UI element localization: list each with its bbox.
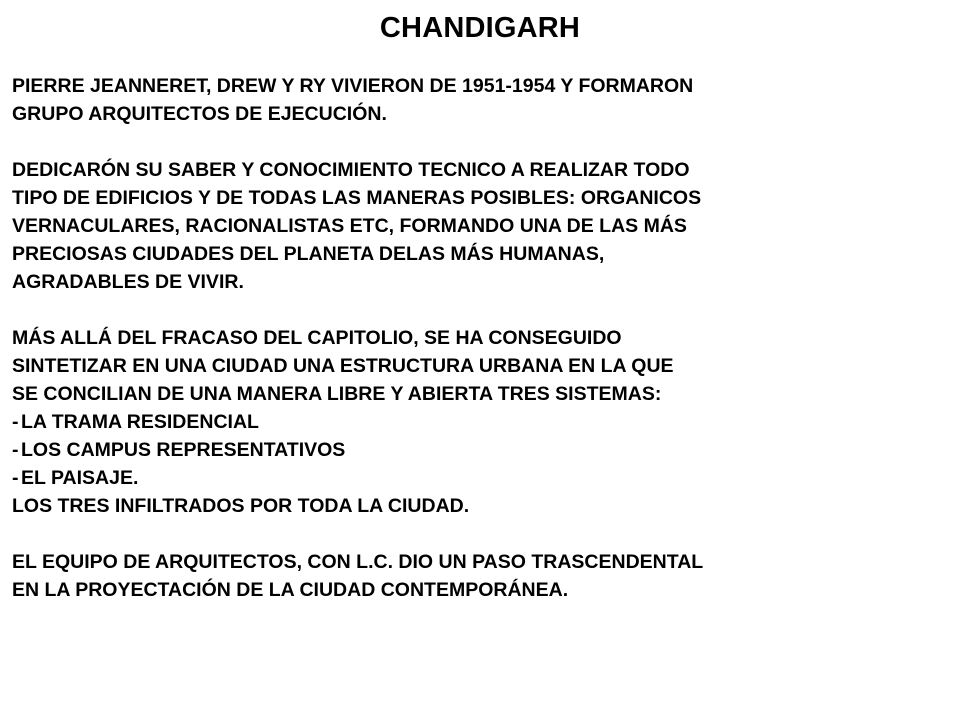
bullet-item [12,408,960,436]
slide-body [12,72,960,604]
bullet-text: LOS CAMPUS REPRESENTATIVOS [21,439,346,461]
paragraph-2-line-2: TIPO DE EDIFICIOS Y DE TODAS LAS MANERAS POSIBLES: ORGANICOS [12,187,702,209]
paragraph-3-closing-line: LOS TRES INFILTRADOS POR TODA LA CIUDAD. [12,495,470,517]
bullet-marker: - [12,411,19,433]
paragraph-4-line-2: EN LA PROYECTACIÓN DE LA CIUDAD CONTEMPORÁNEA. [12,579,569,601]
paragraph-3-line-1: MÁS ALLÁ DEL FRACASO DEL CAPITOLIO, SE HA CONSEGUIDO [12,327,622,349]
paragraph-3-line-3: SE CONCILIAN DE UNA MANERA LIBRE Y ABIERTA TRES SISTEMAS: [12,383,662,405]
paragraph-2-line-5: AGRADABLES DE VIVIR. [12,271,244,293]
bullet-marker: - [12,439,19,461]
paragraph-3-line-2: SINTETIZAR EN UNA CIUDAD UNA ESTRUCTURA URBANA EN LA QUE [12,355,674,377]
paragraph-2-line-4: PRECIOSAS CIUDADES DEL PLANETA DELAS MÁS HUMANAS, [12,243,605,265]
bullet-text: EL PAISAJE. [21,467,139,489]
bullet-text: LA TRAMA RESIDENCIAL [21,411,259,433]
paragraph-4-line-1: EL EQUIPO DE ARQUITECTOS, CON L.C. DIO UN PASO TRASCENDENTAL [12,551,704,573]
bullet-marker: - [12,467,19,489]
bullet-item [12,464,960,492]
slide-title: CHANDIGARH [379,12,581,44]
paragraph-2-line-3: VERNACULARES, RACIONALISTAS ETC, FORMANDO UNA DE LAS MÁS [12,215,687,237]
bullet-item [12,436,960,464]
paragraph-1-line-2: GRUPO ARQUITECTOS DE EJECUCIÓN. [12,103,387,125]
paragraph-spacer [12,128,960,156]
paragraph-1-line-1: PIERRE JEANNERET, DREW Y RY VIVIERON DE 1951-1954 Y FORMARON [12,75,694,97]
paragraph-spacer [12,296,960,324]
paragraph-2-line-1: DEDICARÓN SU SABER Y CONOCIMIENTO TECNICO A REALIZAR TODO [12,159,690,181]
paragraph-spacer [12,520,960,548]
